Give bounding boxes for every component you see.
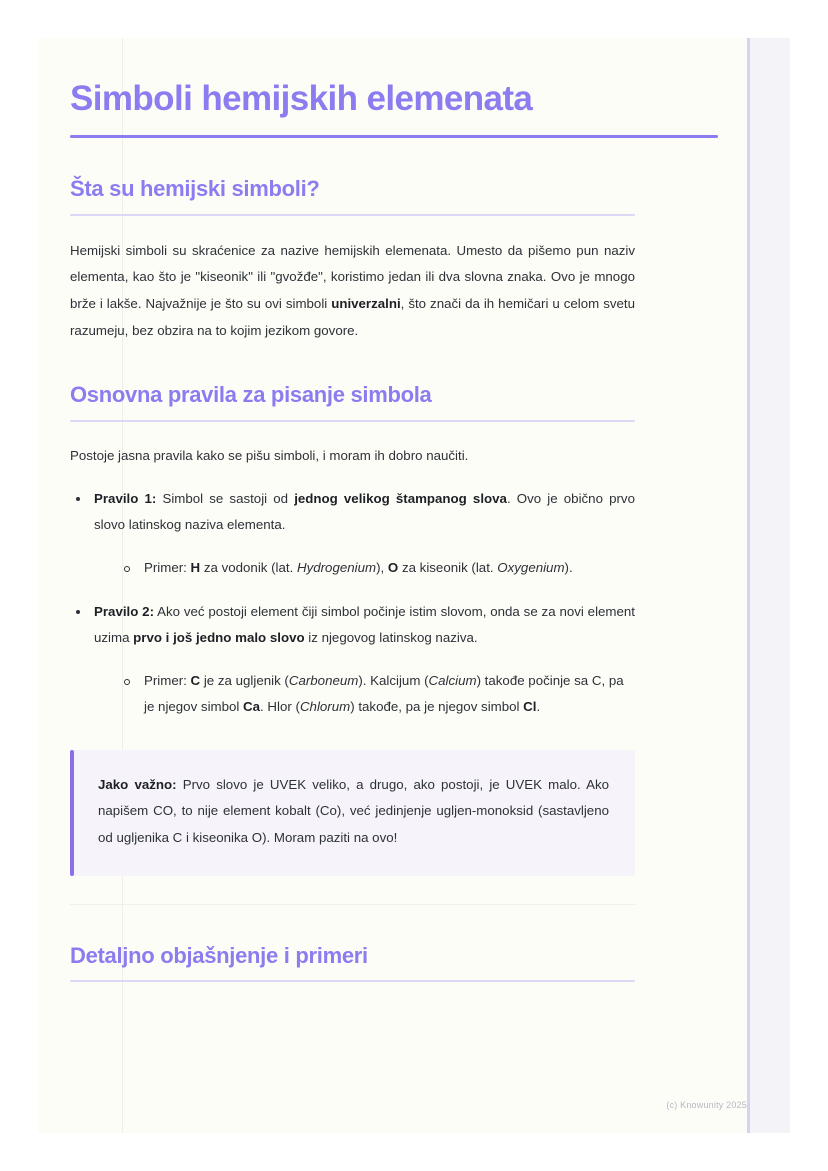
rule-1-label: Pravilo 1: bbox=[94, 491, 157, 507]
example-mid-3: ) takođe počinje sa C, pa je njegov simbol bbox=[144, 672, 624, 714]
bullet-icon bbox=[76, 497, 80, 501]
callout-body: Prvo slovo je UVEK veliko, a drugo, ako postoji, je UVEK malo. Ako napišem CO, to nije element kobalt (Co), već jedinjenje ugljen-monoksid (sastavljeno od ugljenika C i kiseonika O). Moram paziti na ovo! bbox=[98, 776, 610, 845]
rule-1-examples-wrap bbox=[94, 538, 635, 581]
example-mid-3: za kiseonik (lat. bbox=[398, 560, 498, 576]
paragraph-what-are-symbols bbox=[70, 216, 635, 344]
important-callout bbox=[70, 750, 635, 876]
list-item bbox=[70, 581, 635, 720]
rule-1-bold: jednog velikog štampanog slova bbox=[294, 491, 507, 507]
callout-accent-bar bbox=[70, 750, 74, 876]
element-symbol-o: O bbox=[387, 560, 399, 576]
example-mid-2: ). Kalcijum ( bbox=[358, 672, 429, 688]
example-mid-5: ) takođe, pa je njegov simbol bbox=[350, 698, 524, 714]
page-binding-strip bbox=[747, 38, 790, 1133]
paragraph-bold-universalni: univerzalni bbox=[331, 295, 401, 311]
section-underline bbox=[70, 980, 635, 982]
rule-2-bold: prvo i još jedno malo slovo bbox=[133, 629, 305, 645]
latin-name-hydrogenium: Hydrogenium bbox=[296, 560, 377, 576]
callout-label: Jako važno: bbox=[98, 776, 177, 792]
example-mid-1: je za ugljenik ( bbox=[200, 672, 289, 688]
list-item bbox=[118, 538, 635, 581]
rule-2-label: Pravilo 2: bbox=[94, 604, 155, 620]
rule-1-text-b: . Ovo je obično prvo slovo latinskog naziva elementa. bbox=[94, 491, 635, 533]
example-lead: Primer: bbox=[144, 560, 191, 576]
example-mid-1: za vodonik (lat. bbox=[200, 560, 297, 576]
paragraph-rules-intro: Postoje jasna pravila kako se pišu simboli, i moram ih dobro naučiti. bbox=[70, 447, 469, 463]
rule-1-text-a: Simbol se sastoji od bbox=[156, 491, 295, 507]
element-symbol-h: H bbox=[190, 560, 201, 576]
example-tail: ). bbox=[564, 560, 573, 576]
page-binding-line bbox=[747, 38, 750, 1133]
example-mid-4: . Hlor ( bbox=[260, 698, 300, 714]
paragraph-text-part-2: , što znači da ih hemičari u celom svetu razumeju, bez obzira na to kojim jezikom govore. bbox=[70, 295, 635, 338]
rule-1-example-list bbox=[118, 538, 635, 581]
rule-2-examples-wrap bbox=[94, 651, 635, 720]
document-content bbox=[70, 38, 667, 982]
latin-name-chlorum: Chlorum bbox=[299, 698, 351, 714]
list-item bbox=[70, 468, 635, 581]
example-lead: Primer: bbox=[144, 672, 191, 688]
section-heading-detailed-explanation: Detaljno objašnjenje i primeri bbox=[70, 942, 368, 968]
latin-name-calcium: Calcium bbox=[428, 672, 477, 688]
page-footer: (c) Knowunity 2025 bbox=[666, 1100, 747, 1110]
latin-name-oxygenium: Oxygenium bbox=[497, 560, 565, 576]
callout-text bbox=[98, 772, 609, 852]
rule-2-text-b: iz njegovog latinskog naziva. bbox=[304, 629, 478, 645]
list-item bbox=[118, 651, 635, 720]
rules-list bbox=[70, 468, 635, 719]
rule-2-text-a: Ako već postoji element čiji simbol počinje istim slovom, onda se za novi element uzima bbox=[94, 604, 635, 645]
sub-bullet-icon bbox=[124, 566, 130, 572]
bullet-icon bbox=[76, 610, 80, 614]
element-symbol-cl: Cl bbox=[523, 698, 537, 714]
example-tail: . bbox=[536, 698, 541, 714]
page-title: Simboli hemijskih elemenata bbox=[70, 79, 533, 118]
element-symbol-c: C bbox=[190, 672, 201, 688]
element-symbol-ca: Ca bbox=[243, 698, 261, 714]
latin-name-carboneum: Carboneum bbox=[288, 672, 359, 688]
section-heading-basic-rules: Osnovna pravila za pisanje simbola bbox=[70, 382, 432, 408]
sub-bullet-icon bbox=[124, 679, 130, 685]
section-heading-what-are-symbols: Šta su hemijski simboli? bbox=[70, 176, 320, 202]
paragraph-text-part-1: Hemijski simboli su skraćenice za nazive hemijskih elemenata. Umesto da pišemo pun naziv elementa, kao što je "kiseonik" ili "gvožđe", koristimo jedan ili dva slovna znaka. Ovo je mnogo brže i lakše. Najvažnije je što su ovi simboli bbox=[70, 242, 635, 311]
document-page bbox=[38, 38, 790, 1133]
example-mid-2: ), bbox=[376, 560, 388, 576]
rule-2-example-list bbox=[118, 651, 635, 720]
